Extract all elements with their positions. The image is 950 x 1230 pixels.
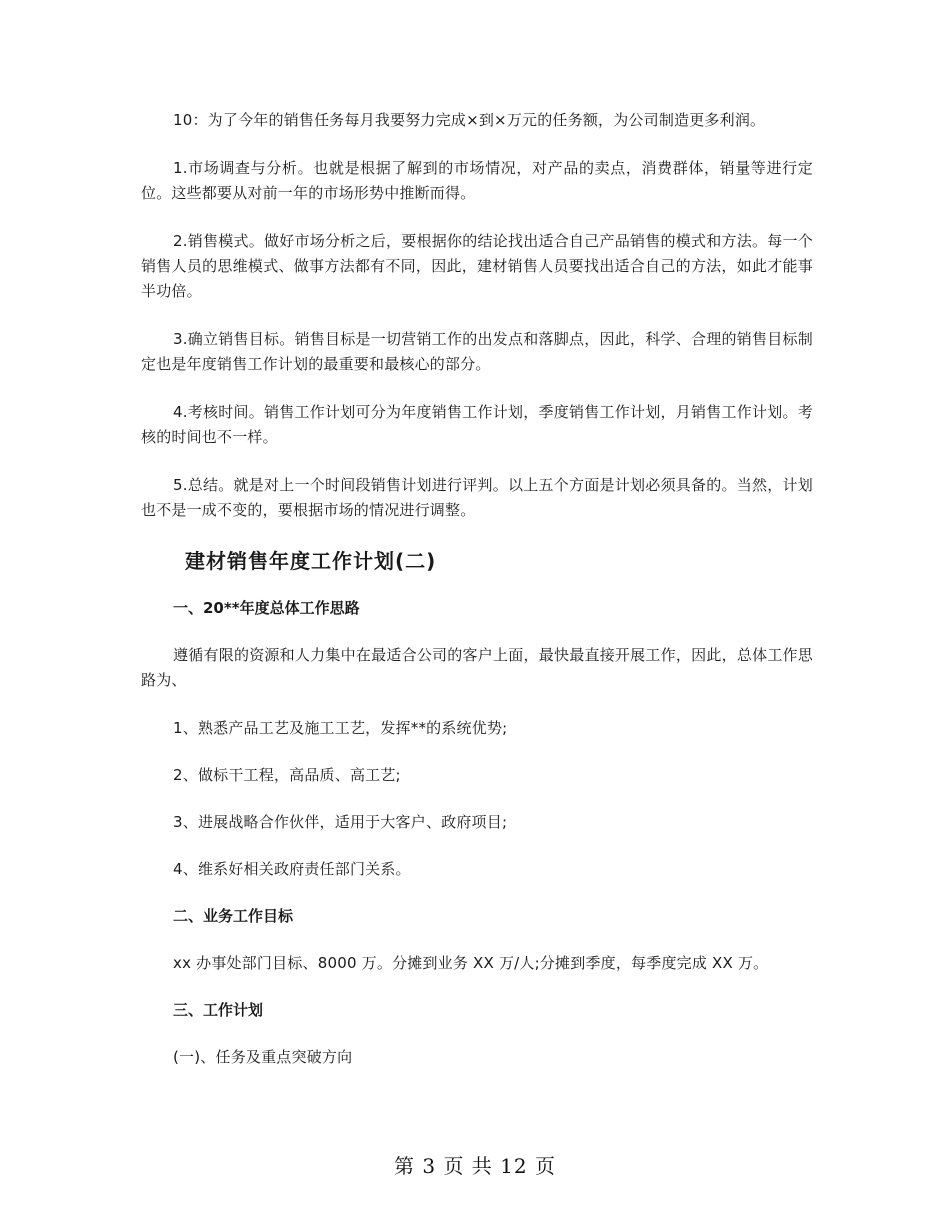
paragraph-goal-text: xx 办事处部门目标、8000 万。分摊到业务 XX 万/人;分摊到季度，每季度完成 XX 万。 — [173, 954, 769, 972]
list-item: 3、进展战略合作伙伴，适用于大客户、政府项目; — [173, 813, 508, 831]
sub-heading-tasks: (一)、任务及重点突破方向 — [173, 1048, 353, 1066]
heading-business-goals: 二、业务工作目标 — [173, 907, 294, 925]
paragraph-sales-goal: 3.确立销售目标。销售目标是一切营销工作的出发点和落脚点，因此，科学、合理的销售目标制定也是年度销售工作计划的最重要和最核心的部分。 — [141, 330, 813, 373]
paragraph-sales-mode: 2.销售模式。做好市场分析之后，要根据你的结论找出适合自己产品销售的模式和方法。每一个销售人员的思维模式、做事方法都有不同，因此，建材销售人员要找出适合自己的方法，如此才能事半功倍。 — [141, 232, 813, 300]
section-title: 建材销售年度工作计划(二) — [185, 549, 437, 573]
list-item: 2、做标干工程，高品质、高工艺; — [173, 766, 401, 784]
paragraph-sales-target: 10：为了今年的销售任务每月我要努力完成×到×万元的任务额，为公司制造更多利润。 — [173, 111, 766, 129]
list-item: 4、维系好相关政府责任部门关系。 — [173, 860, 411, 878]
paragraph-market-analysis: 1.市场调查与分析。也就是根据了解到的市场情况，对产品的卖点，消费群体，销量等进行定位。这些都要从对前一年的市场形势中推断而得。 — [141, 159, 813, 202]
document-body — [141, 108, 813, 1093]
paragraph-summary: 5.总结。就是对上一个时间段销售计划进行评判。以上五个方面是计划必须具备的。当然，计划也不是一成不变的，要根据市场的情况进行调整。 — [141, 476, 813, 519]
heading-work-plan: 三、工作计划 — [173, 1001, 264, 1019]
list-item: 1、熟悉产品工艺及施工工艺，发挥**的系统优势; — [173, 719, 508, 737]
page-number-footer: 第 3 页 共 12 页 — [394, 1154, 556, 1178]
paragraph-assessment-time: 4.考核时间。销售工作计划可分为年度销售工作计划，季度销售工作计划，月销售工作计划。考核的时间也不一样。 — [141, 403, 813, 446]
heading-overall-approach: 一、20**年度总体工作思路 — [173, 599, 360, 617]
paragraph-approach-intro: 遵循有限的资源和人力集中在最适合公司的客户上面，最快最直接开展工作，因此，总体工作思路为、 — [141, 646, 813, 689]
